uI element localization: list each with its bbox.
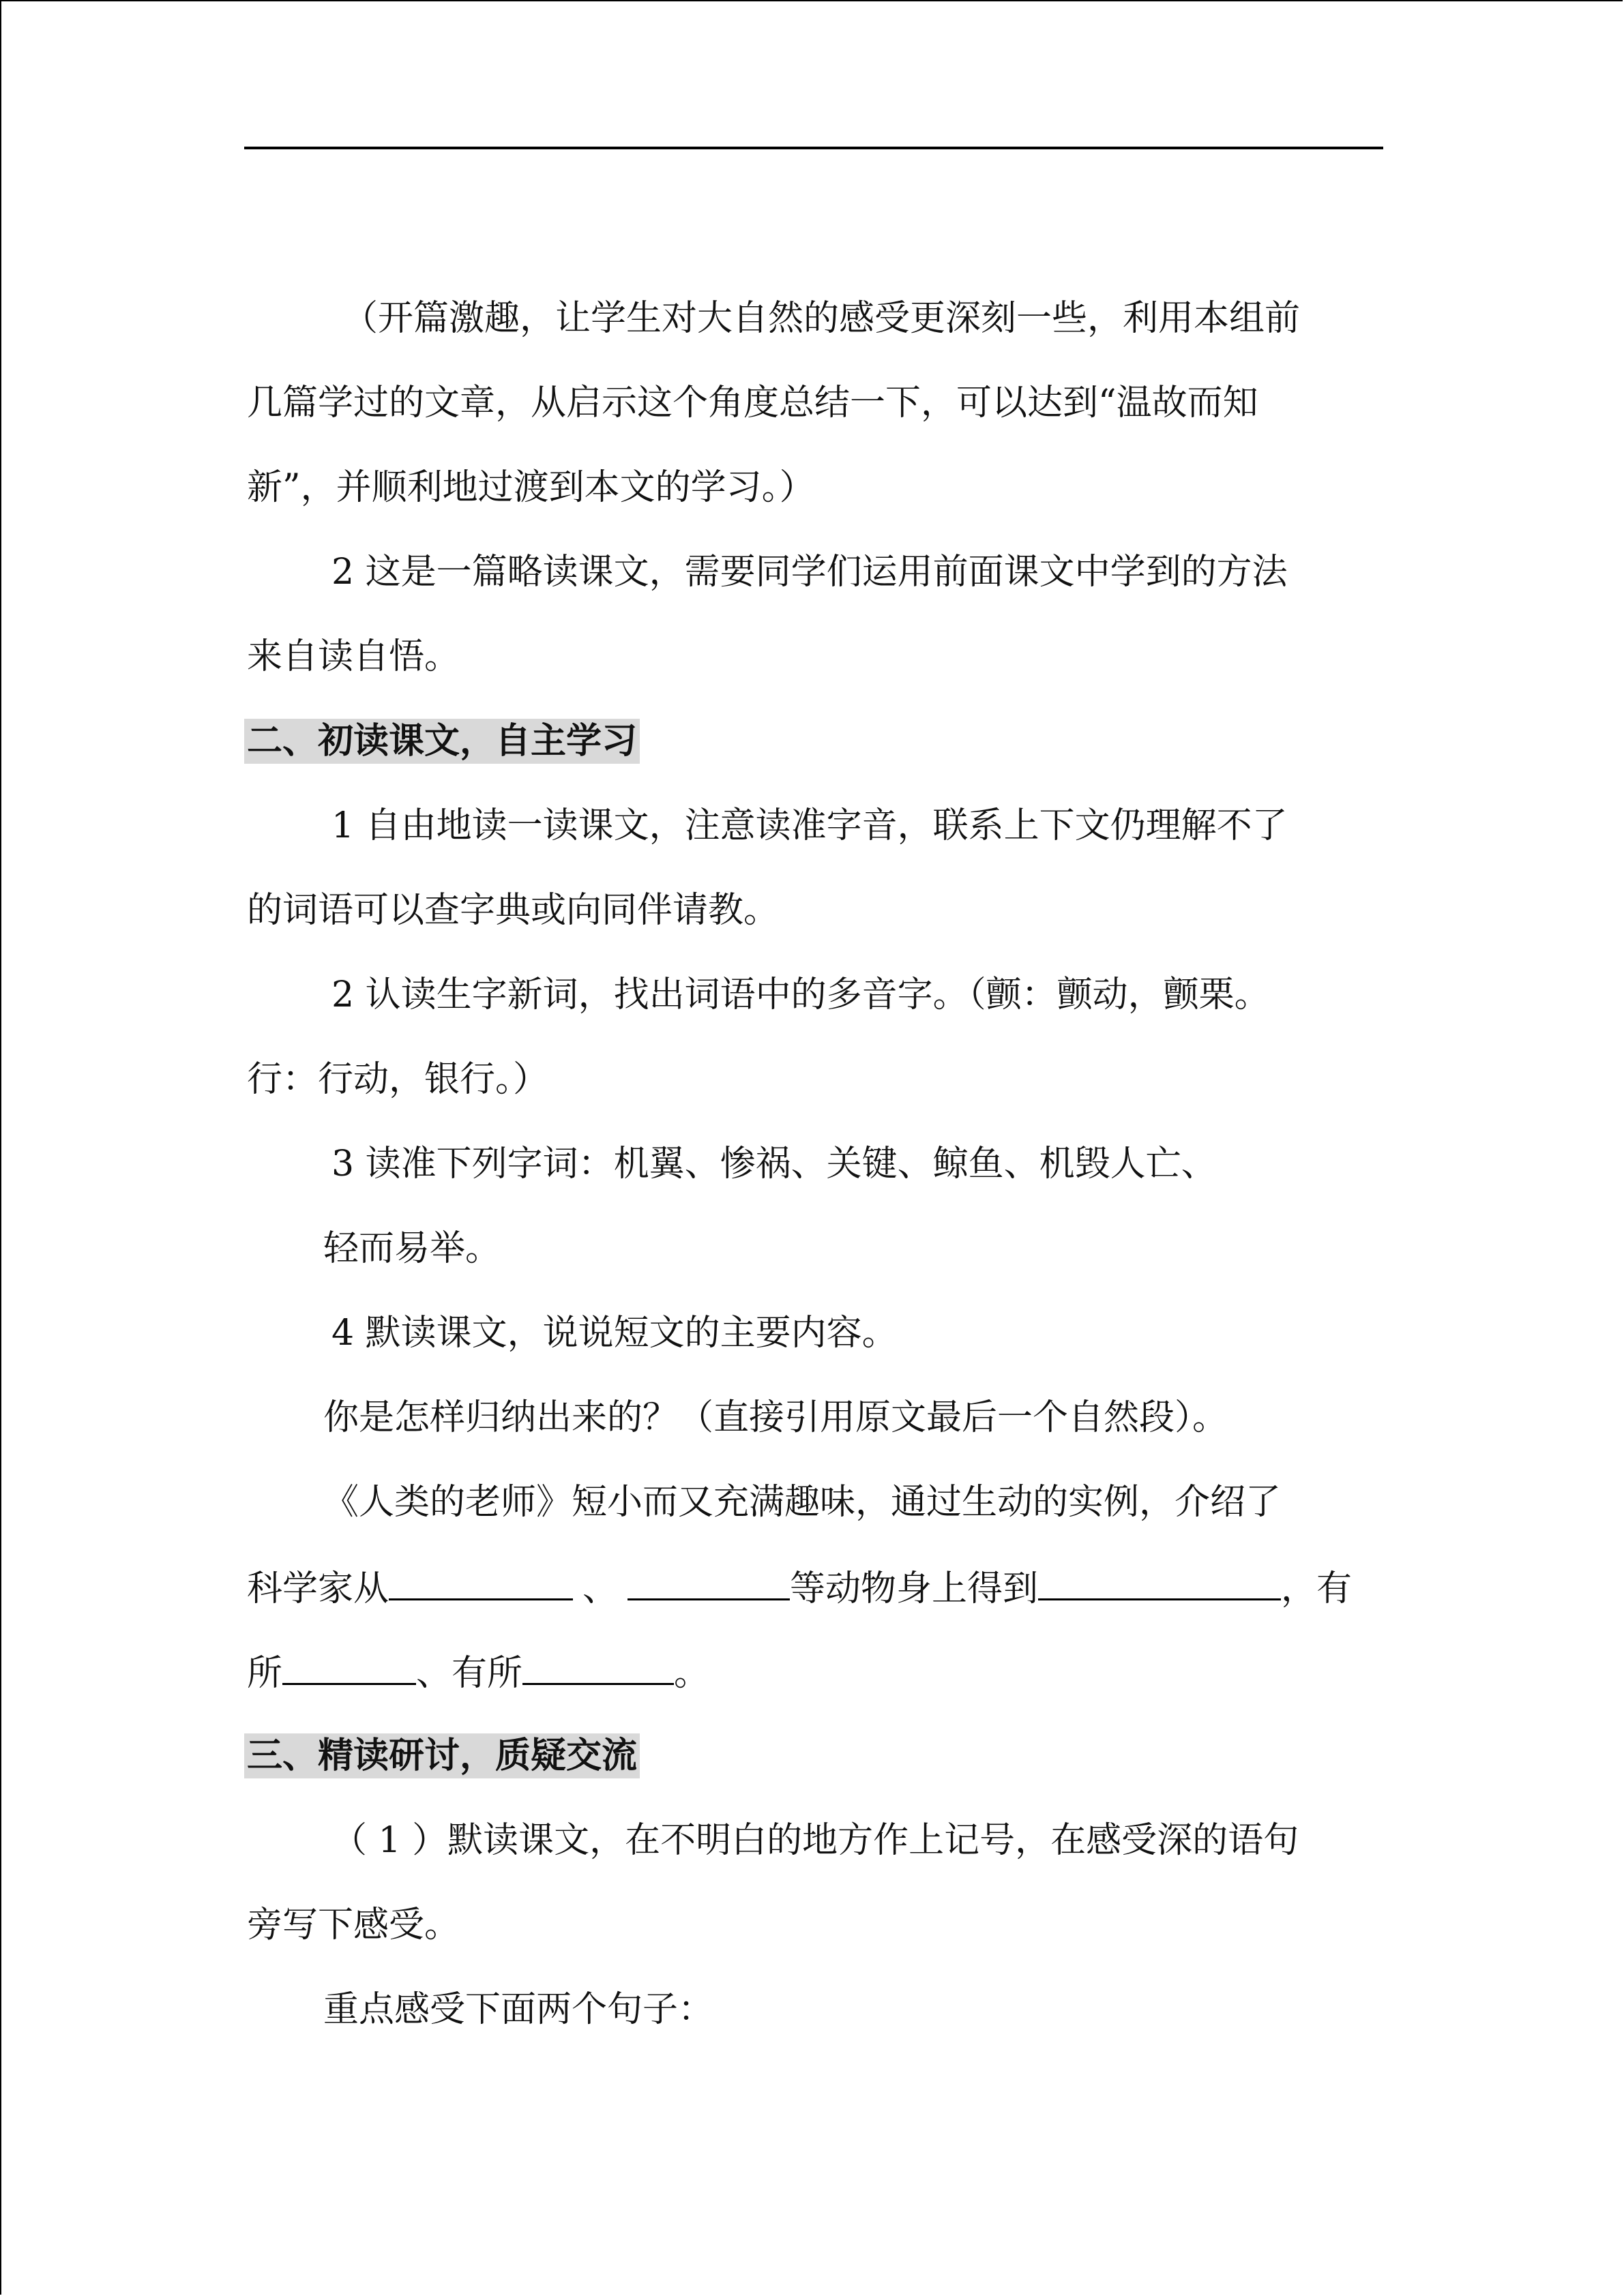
paragraph-line: （开篇激趣，让学生对大自然的感受更深刻一些，利用本组前 [342, 298, 1301, 339]
paragraph-line: 3 读准下列字词：机翼、惨祸、关键、鲸鱼、机毁人亡、 [331, 1144, 1217, 1184]
fill-text: 所 [247, 1653, 283, 1694]
answer-blank[interactable] [389, 1564, 573, 1600]
paragraph-line: 4 默读课文，说说短文的主要内容。 [331, 1313, 898, 1354]
paragraph-line: 来自读自悟。 [247, 636, 460, 677]
paragraph-line: 旁写下感受。 [247, 1905, 460, 1945]
fill-text: 科学家从 [247, 1568, 389, 1609]
paragraph-line: 的词语可以查字典或向同伴请教。 [247, 890, 780, 931]
paragraph-line: 《人类的老师》短小而又充满趣味，通过生动的实例，介绍了 [323, 1482, 1282, 1523]
paragraph-line: 轻而易举。 [323, 1228, 501, 1269]
fill-text: ，有 [1281, 1568, 1353, 1609]
answer-blank[interactable] [282, 1649, 416, 1685]
paragraph-line: 重点感受下面两个句子： [323, 1989, 714, 2030]
paragraph-line: 新”，并顺利地过渡到本文的学习。） [247, 467, 815, 508]
paragraph-line: 几篇学过的文章，从启示这个角度总结一下，可以达到“温故而知 [247, 383, 1258, 423]
paragraph-line: （ 1 ）默读课文，在不明白的地方作上记号，在感受深的语句 [331, 1820, 1299, 1861]
paragraph-line: 2 这是一篇略读课文，需要同学们运用前面课文中学到的方法 [331, 552, 1288, 593]
section-heading-3: 三、精读研讨，质疑交流 [244, 1733, 640, 1778]
fill-in-blank-line [247, 1649, 709, 1694]
answer-blank[interactable] [1038, 1564, 1281, 1600]
paragraph-line: 2 认读生字新词，找出词语中的多音字。（颤：颤动，颤栗。 [331, 974, 1270, 1015]
header-rule [244, 147, 1383, 149]
paragraph-line: 行：行动，银行。） [247, 1059, 549, 1100]
answer-blank[interactable] [628, 1564, 790, 1600]
fill-in-blank-line [247, 1564, 1352, 1609]
fill-text: 等动物身上得到 [790, 1568, 1039, 1609]
answer-blank[interactable] [522, 1649, 674, 1685]
fill-text: 、有所 [416, 1653, 523, 1694]
section-heading-2: 二、初读课文，自主学习 [244, 719, 640, 764]
paragraph-line: 你是怎样归纳出来的？（直接引用原文最后一个自然段）。 [323, 1397, 1228, 1438]
fill-text: 。 [674, 1653, 710, 1694]
fill-text: 、 [582, 1568, 619, 1609]
paragraph-line: 1 自由地读一读课文，注意读准字音，联系上下文仍理解不了 [331, 805, 1288, 846]
